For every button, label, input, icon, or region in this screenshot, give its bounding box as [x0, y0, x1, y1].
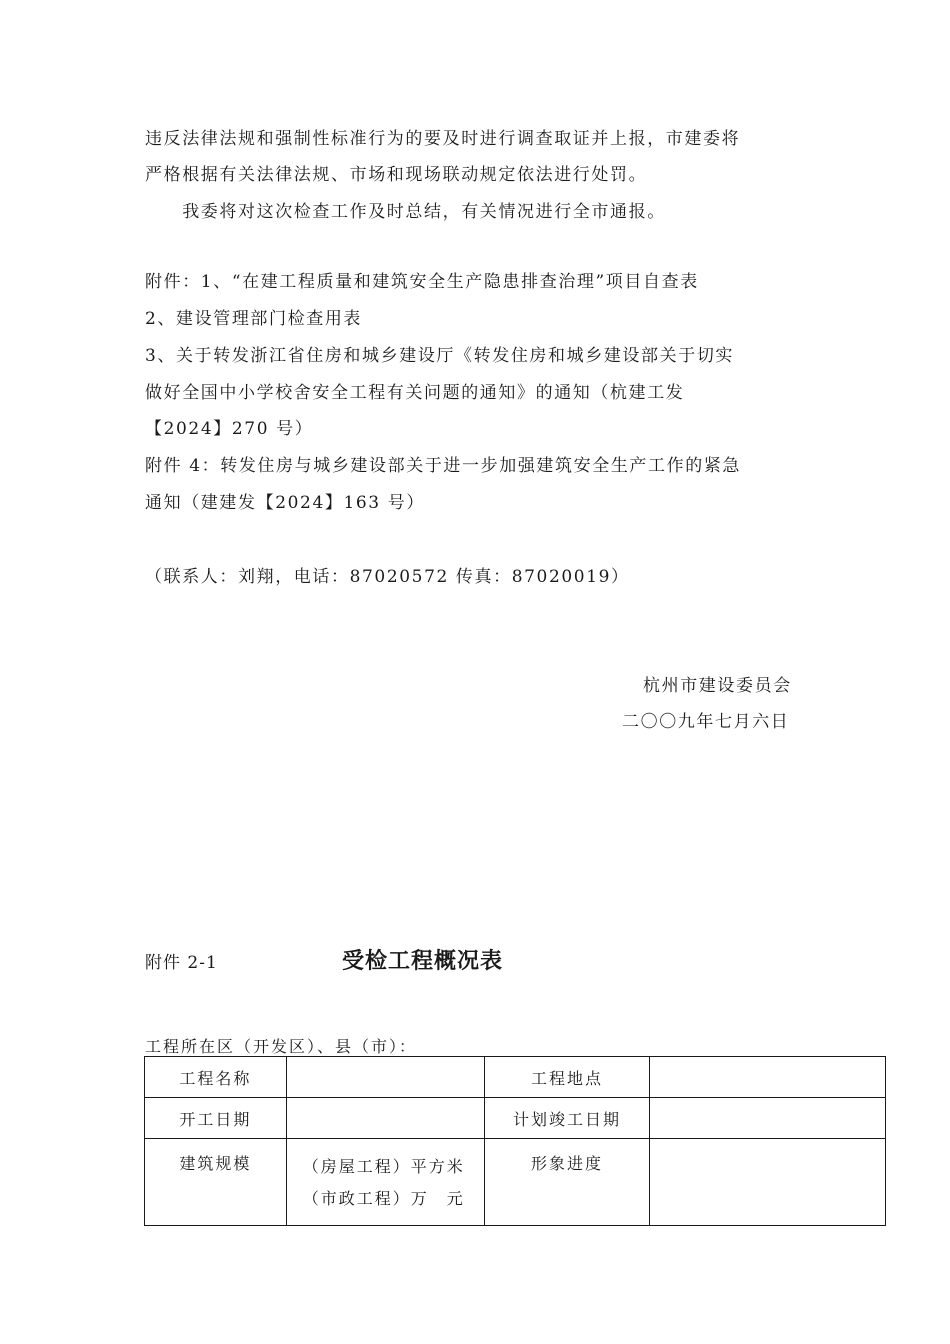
table-row — [145, 1139, 886, 1226]
attachment-item-2: 2、建设管理部门检查用表 — [145, 309, 363, 329]
project-overview-table — [144, 1056, 886, 1226]
project-name-label: 工程名称 — [145, 1057, 287, 1098]
start-date-value — [286, 1098, 484, 1139]
scale-building: （房屋工程）平方米 — [302, 1157, 465, 1176]
attachment-item-3-line-3: 【2024】270 号） — [145, 419, 314, 439]
planned-completion-value — [650, 1098, 886, 1139]
signature-date: 二〇〇九年七月六日 — [622, 712, 790, 732]
district-label: 工程所在区（开发区）、县（市）： — [145, 1037, 418, 1056]
contact-info: （联系人：刘翔，电话：87020572 传真：87020019） — [145, 567, 630, 587]
district-field — [145, 1034, 517, 1057]
body-line-2: 严格根据有关法律法规、市场和现场联动规定依法进行处罚。 — [145, 165, 648, 185]
planned-completion-label: 计划竣工日期 — [484, 1098, 650, 1139]
project-name-value — [286, 1057, 484, 1098]
signature-org: 杭州市建设委员会 — [643, 676, 792, 696]
district-blank — [423, 1040, 517, 1057]
scale-label: 建筑规模 — [145, 1139, 287, 1226]
project-location-value — [650, 1057, 886, 1098]
attachment-title: 受检工程概况表 — [342, 949, 504, 974]
progress-label: 形象进度 — [484, 1139, 650, 1226]
project-location-label: 工程地点 — [484, 1057, 650, 1098]
attachment-item-3-line-1: 3、关于转发浙江省住房和城乡建设厅《转发住房和城乡建设部关于切实 — [145, 346, 735, 366]
scale-municipal: （市政工程）万 元 — [302, 1189, 465, 1208]
attachment-item-4-line-2: 通知（建建发【2024】163 号） — [145, 493, 425, 513]
body-line-3: 我委将对这次检查工作及时总结，有关情况进行全市通报。 — [145, 202, 666, 222]
progress-value — [650, 1139, 886, 1226]
scale-value — [286, 1139, 484, 1226]
table-row — [145, 1057, 886, 1098]
attachment-item-1: 附件：1、“在建工程质量和建筑安全生产隐患排查治理”项目自查表 — [145, 272, 699, 292]
attachment-item-4-line-1: 附件 4：转发住房与城乡建设部关于进一步加强建筑安全生产工作的紧急 — [145, 456, 742, 476]
start-date-label: 开工日期 — [145, 1098, 287, 1139]
attachment-label: 附件 2-1 — [145, 953, 218, 973]
attachment-item-3-line-2: 做好全国中小学校舍安全工程有关问题的通知》的通知（杭建工发 — [145, 383, 685, 403]
body-line-1: 违反法律法规和强制性标准行为的要及时进行调查取证并上报，市建委将 — [145, 129, 741, 149]
table-row — [145, 1098, 886, 1139]
